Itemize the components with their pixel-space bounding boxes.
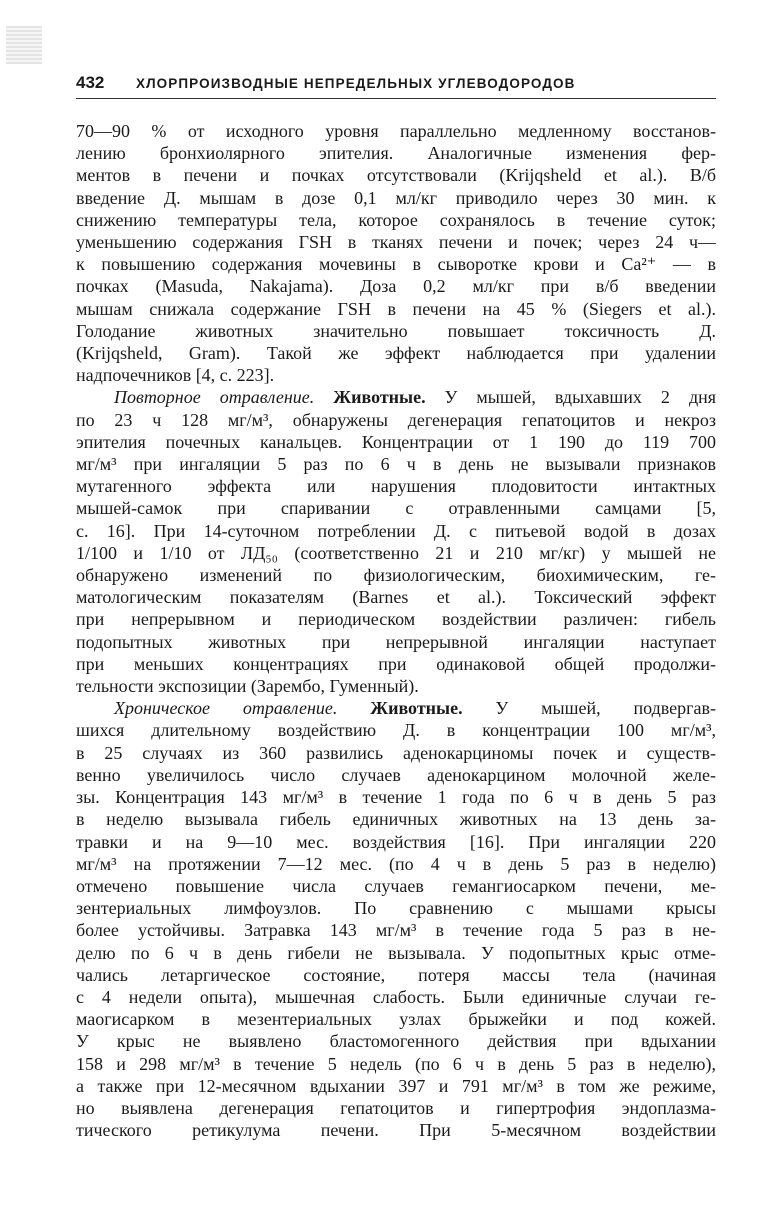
text-line: при непрерывном и периодическом воздействии различен: гибель xyxy=(76,609,716,630)
running-title: ХЛОРПРОИЗВОДНЫЕ НЕПРЕДЕЛЬНЫХ УГЛЕВОДОРОДОВ xyxy=(136,76,576,91)
text-line: тического ретикулума печени. При 5-месячном воздействии xyxy=(76,1120,716,1141)
text-line: У крыс не выявлено бластомогенного действия при вдыхании xyxy=(76,1031,716,1052)
text-line: зы. Концентрация 143 мг/м³ в течение 1 года по 6 ч в день 5 раз xyxy=(76,787,716,808)
text-line: по 23 ч 128 мг/м³, обнаружены дегенерация гепатоцитов и некроз xyxy=(76,409,716,430)
text-line: мг/м³ на протяжении 7—12 мес. (по 4 ч в день 5 раз в неделю) xyxy=(76,853,716,874)
text-line xyxy=(76,386,716,408)
text-line: введение Д. мышам в дозе 0,1 мл/кг приводило через 30 мин. к xyxy=(76,187,716,208)
page-header xyxy=(76,73,716,93)
paragraph xyxy=(76,386,716,697)
text-line: но выявлена дегенерация гепатоцитов и гипертрофия эндоплазма- xyxy=(76,1097,716,1118)
body-text xyxy=(76,120,716,1141)
section-subject-bold: Животные. xyxy=(337,698,463,719)
section-heading-italic: Повторное отравление. xyxy=(114,387,315,408)
text-line: более устойчивы. Затравка 143 мг/м³ в течение года 5 раз в не- xyxy=(76,920,716,941)
section-subject-bold: Животные. xyxy=(314,387,426,408)
text-line: с. 16]. При 14-суточном потреблении Д. с питьевой водой в дозах xyxy=(76,520,716,541)
text-segment: У мышей, подвергав- xyxy=(462,698,716,719)
text-line: мышам снижала содержание ГSH в печени на 45 % (Siegers et al.). xyxy=(76,298,716,319)
text-line: мышей-самок при спаривании с отравленными самцами [5, xyxy=(76,498,716,519)
text-line: надпочечников [4, с. 223]. xyxy=(76,365,275,386)
text-line: обнаружено изменений по физиологическим, биохимическим, ге- xyxy=(76,565,716,586)
section-heading-italic: Хроническое отравление. xyxy=(114,698,338,719)
text-line: уменьшению содержания ГSH в тканях печени и почек; через 24 ч— xyxy=(76,232,716,253)
header-rule xyxy=(76,98,716,99)
text-line: эпителия почечных канальцев. Концентрации от 1 190 до 119 700 xyxy=(76,431,716,452)
text-line: с 4 недели опыта), мышечная слабость. Были единичные случаи ге- xyxy=(76,986,716,1007)
text-line: 1/100 и 1/10 от ЛД₅₀ (соответственно 21 и 210 мг/кг) у мышей не xyxy=(76,542,716,563)
text-line: травки и на 9—10 мес. воздействия [16]. При ингаляции 220 xyxy=(76,831,716,852)
text-line: лению бронхиолярного эпителия. Аналогичные изменения фер- xyxy=(76,143,716,164)
paragraph xyxy=(76,697,716,1141)
text-line: маогисарком в мезентериальных узлах брыжейки и под кожей. xyxy=(76,1009,716,1030)
text-line: делю по 6 ч в день гибели не вызывала. У подопытных крыс отме- xyxy=(76,942,716,963)
text-line: венно увеличилось число случаев аденокарцином молочной желе- xyxy=(76,764,716,785)
text-line: 158 и 298 мг/м³ в течение 5 недель (по 6 ч в день 5 раз в неделю), xyxy=(76,1053,716,1074)
text-line: почках (Masuda, Nakajama). Доза 0,2 мл/кг при в/б введении xyxy=(76,276,716,297)
text-line: чались летаргическое состояние, потеря массы тела (начиная xyxy=(76,964,716,985)
text-segment: У мышей, вдыхавших 2 дня xyxy=(425,387,717,408)
text-line: к повышению содержания мочевины в сыворотке крови и Са²⁺ — в xyxy=(76,254,716,275)
text-line: снижению температуры тела, которое сохранялось в течение суток; xyxy=(76,209,716,230)
scan-artifact xyxy=(6,26,42,64)
text-line: мг/м³ при ингаляции 5 раз по 6 ч в день не вызывали признаков xyxy=(76,454,716,475)
text-line: при меньших концентрациях при одинаковой общей продолжи- xyxy=(76,653,716,674)
text-line: а также при 12-месячном вдыхании 397 и 791 мг/м³ в том же режиме, xyxy=(76,1075,716,1096)
text-line: тельности экспозиции (Зарембо, Гуменный). xyxy=(76,676,419,697)
text-line: в 25 случаях из 360 развились аденокарциномы почек и существ- xyxy=(76,742,716,763)
page-number: 432 xyxy=(76,73,105,92)
text-line: зентериальных лимфоузлов. По сравнению с мышами крысы xyxy=(76,898,716,919)
text-line: отмечено повышение числа случаев гемангиосарком печени, ме- xyxy=(76,875,716,896)
text-line: ментов в печени и почках отсутствовали (Krijqsheld et al.). В/б xyxy=(76,165,716,186)
text-line: в неделю вызывала гибель единичных животных на 13 день за- xyxy=(76,809,716,830)
text-line: мутагенного эффекта или нарушения плодовитости интактных xyxy=(76,476,716,497)
paragraph xyxy=(76,120,716,386)
text-line: матологическим показателям (Barnes et al.). Токсический эффект xyxy=(76,587,716,608)
text-line: (Krijqsheld, Gram). Такой же эффект наблюдается при удалении xyxy=(76,343,716,364)
text-line: шихся длительному воздействию Д. в концентрации 100 мг/м³, xyxy=(76,720,716,741)
text-line: 70—90 % от исходного уровня параллельно медленному восстанов- xyxy=(76,121,716,141)
text-line: подопытных животных при непрерывной ингаляции наступает xyxy=(76,631,716,652)
text-line xyxy=(76,697,716,719)
text-line: Голодание животных значительно повышает токсичность Д. xyxy=(76,320,716,341)
